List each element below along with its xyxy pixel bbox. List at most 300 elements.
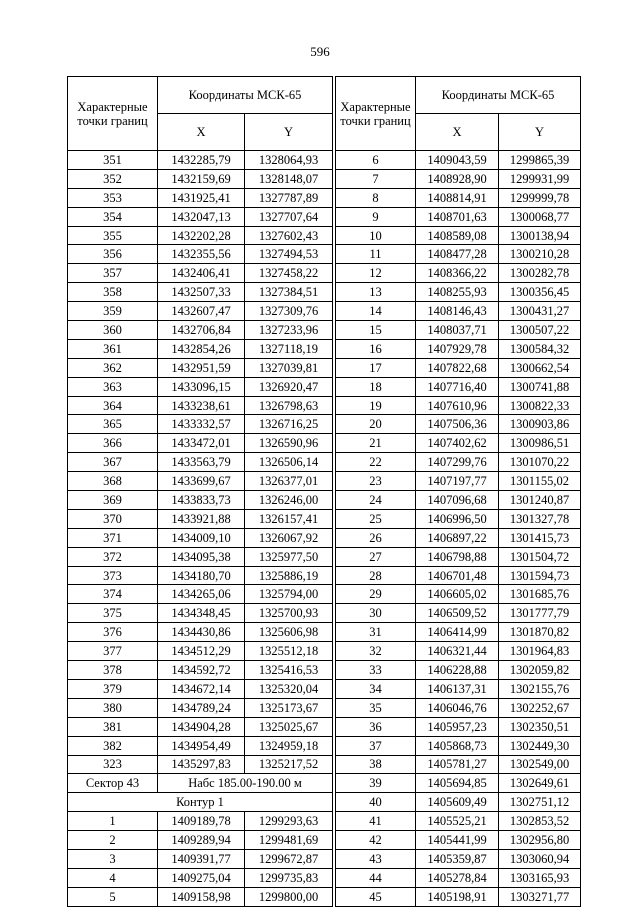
table-row <box>68 264 333 283</box>
point-number-cell: 360 <box>68 321 158 340</box>
table-row <box>68 868 333 887</box>
point-number-cell: 19 <box>336 396 416 415</box>
y-coordinate-cell: 1327458,22 <box>245 264 333 283</box>
x-coordinate-cell: 1433699,67 <box>158 472 245 491</box>
y-coordinate-cell: 1327602,43 <box>245 226 333 245</box>
y-coordinate-cell: 1326377,01 <box>245 472 333 491</box>
table-row <box>336 415 581 434</box>
x-coordinate-cell: 1435297,83 <box>158 755 245 774</box>
x-coordinate-cell: 1407299,76 <box>416 453 499 472</box>
table-row <box>68 585 333 604</box>
table-row <box>68 358 333 377</box>
point-number-cell: 20 <box>336 415 416 434</box>
x-coordinate-cell: 1434095,38 <box>158 547 245 566</box>
x-coordinate-cell: 1405868,73 <box>416 736 499 755</box>
y-coordinate-cell: 1302449,30 <box>499 736 581 755</box>
header-y: Y <box>499 114 581 151</box>
point-number-cell: 36 <box>336 717 416 736</box>
table-row <box>336 774 581 793</box>
header-points: Характерные точки границ <box>68 77 158 151</box>
y-coordinate-cell: 1299800,00 <box>245 887 333 906</box>
x-coordinate-cell: 1405198,91 <box>416 887 499 906</box>
x-coordinate-cell: 1434348,45 <box>158 604 245 623</box>
y-coordinate-cell: 1301594,73 <box>499 566 581 585</box>
x-coordinate-cell: 1405278,84 <box>416 868 499 887</box>
x-coordinate-cell: 1432854,26 <box>158 339 245 358</box>
y-coordinate-cell: 1300584,32 <box>499 339 581 358</box>
x-coordinate-cell: 1405694,85 <box>416 774 499 793</box>
point-number-cell: 377 <box>68 642 158 661</box>
x-coordinate-cell: 1434512,29 <box>158 642 245 661</box>
table-row <box>336 377 581 396</box>
x-coordinate-cell: 1409043,59 <box>416 151 499 170</box>
table-row <box>336 283 581 302</box>
x-coordinate-cell: 1409275,04 <box>158 868 245 887</box>
table-row <box>68 698 333 717</box>
table-row <box>336 339 581 358</box>
x-coordinate-cell: 1407402,62 <box>416 434 499 453</box>
sector-label-cell: Сектор 43 <box>68 774 158 793</box>
x-coordinate-cell: 1408701,63 <box>416 207 499 226</box>
point-number-cell: 23 <box>336 472 416 491</box>
y-coordinate-cell: 1302155,76 <box>499 679 581 698</box>
x-coordinate-cell: 1433833,73 <box>158 491 245 510</box>
point-number-cell: 361 <box>68 339 158 358</box>
sector-row <box>68 774 333 793</box>
table-row <box>336 491 581 510</box>
y-coordinate-cell: 1300210,28 <box>499 245 581 264</box>
point-number-cell: 358 <box>68 283 158 302</box>
y-coordinate-cell: 1300282,78 <box>499 264 581 283</box>
left-coordinates-table <box>67 76 333 907</box>
point-number-cell: 359 <box>68 302 158 321</box>
y-coordinate-cell: 1326716,25 <box>245 415 333 434</box>
table-row <box>68 509 333 528</box>
x-coordinate-cell: 1407096,68 <box>416 491 499 510</box>
y-coordinate-cell: 1301240,87 <box>499 491 581 510</box>
x-coordinate-cell: 1408366,22 <box>416 264 499 283</box>
table-row <box>336 868 581 887</box>
y-coordinate-cell: 1299931,99 <box>499 169 581 188</box>
header-coords: Координаты МСК-65 <box>416 77 581 114</box>
y-coordinate-cell: 1300507,22 <box>499 321 581 340</box>
y-coordinate-cell: 1325512,18 <box>245 642 333 661</box>
point-number-cell: 44 <box>336 868 416 887</box>
x-coordinate-cell: 1406046,76 <box>416 698 499 717</box>
x-coordinate-cell: 1406996,50 <box>416 509 499 528</box>
point-number-cell: 357 <box>68 264 158 283</box>
y-coordinate-cell: 1301327,78 <box>499 509 581 528</box>
point-number-cell: 381 <box>68 717 158 736</box>
point-number-cell: 12 <box>336 264 416 283</box>
table-row <box>68 339 333 358</box>
point-number-cell: 368 <box>68 472 158 491</box>
y-coordinate-cell: 1301155,02 <box>499 472 581 491</box>
table-row <box>68 245 333 264</box>
point-number-cell: 16 <box>336 339 416 358</box>
y-coordinate-cell: 1324959,18 <box>245 736 333 755</box>
right-coordinates-table <box>335 76 581 907</box>
y-coordinate-cell: 1325320,04 <box>245 679 333 698</box>
point-number-cell: 29 <box>336 585 416 604</box>
y-coordinate-cell: 1303060,94 <box>499 849 581 868</box>
point-number-cell: 39 <box>336 774 416 793</box>
point-number-cell: 8 <box>336 188 416 207</box>
table-row <box>68 302 333 321</box>
table-row <box>336 604 581 623</box>
point-number-cell: 352 <box>68 169 158 188</box>
y-coordinate-cell: 1302350,51 <box>499 717 581 736</box>
table-row <box>336 226 581 245</box>
y-coordinate-cell: 1300662,54 <box>499 358 581 377</box>
point-number-cell: 353 <box>68 188 158 207</box>
x-coordinate-cell: 1405609,49 <box>416 793 499 812</box>
y-coordinate-cell: 1327233,96 <box>245 321 333 340</box>
y-coordinate-cell: 1326798,63 <box>245 396 333 415</box>
x-coordinate-cell: 1432202,28 <box>158 226 245 245</box>
point-number-cell: 17 <box>336 358 416 377</box>
x-coordinate-cell: 1407929,78 <box>416 339 499 358</box>
point-number-cell: 11 <box>336 245 416 264</box>
point-number-cell: 43 <box>336 849 416 868</box>
x-coordinate-cell: 1408477,28 <box>416 245 499 264</box>
y-coordinate-cell: 1302059,82 <box>499 661 581 680</box>
point-number-cell: 362 <box>68 358 158 377</box>
point-number-cell: 14 <box>336 302 416 321</box>
table-row <box>68 642 333 661</box>
table-row <box>336 264 581 283</box>
point-number-cell: 2 <box>68 831 158 850</box>
y-coordinate-cell: 1299672,87 <box>245 849 333 868</box>
y-coordinate-cell: 1300138,94 <box>499 226 581 245</box>
y-coordinate-cell: 1301777,79 <box>499 604 581 623</box>
y-coordinate-cell: 1325700,93 <box>245 604 333 623</box>
table-row <box>68 434 333 453</box>
x-coordinate-cell: 1409158,98 <box>158 887 245 906</box>
point-number-cell: 33 <box>336 661 416 680</box>
table-row <box>336 188 581 207</box>
point-number-cell: 30 <box>336 604 416 623</box>
table-row <box>336 831 581 850</box>
y-coordinate-cell: 1327118,19 <box>245 339 333 358</box>
table-row <box>68 207 333 226</box>
x-coordinate-cell: 1408255,93 <box>416 283 499 302</box>
y-coordinate-cell: 1325606,98 <box>245 623 333 642</box>
x-coordinate-cell: 1408928,90 <box>416 169 499 188</box>
table-row <box>336 321 581 340</box>
point-number-cell: 31 <box>336 623 416 642</box>
point-number-cell: 22 <box>336 453 416 472</box>
x-coordinate-cell: 1434180,70 <box>158 566 245 585</box>
y-coordinate-cell: 1326067,92 <box>245 528 333 547</box>
table-row <box>336 396 581 415</box>
point-number-cell: 356 <box>68 245 158 264</box>
table-row <box>336 736 581 755</box>
point-number-cell: 371 <box>68 528 158 547</box>
point-number-cell: 367 <box>68 453 158 472</box>
point-number-cell: 363 <box>68 377 158 396</box>
y-coordinate-cell: 1300741,88 <box>499 377 581 396</box>
point-number-cell: 373 <box>68 566 158 585</box>
y-coordinate-cell: 1325886,19 <box>245 566 333 585</box>
y-coordinate-cell: 1327039,81 <box>245 358 333 377</box>
table-row <box>68 472 333 491</box>
x-coordinate-cell: 1406228,88 <box>416 661 499 680</box>
y-coordinate-cell: 1325025,67 <box>245 717 333 736</box>
point-number-cell: 5 <box>68 887 158 906</box>
point-number-cell: 38 <box>336 755 416 774</box>
table-row <box>68 453 333 472</box>
y-coordinate-cell: 1299865,39 <box>499 151 581 170</box>
y-coordinate-cell: 1301685,76 <box>499 585 581 604</box>
table-row <box>68 623 333 642</box>
x-coordinate-cell: 1406897,22 <box>416 528 499 547</box>
x-coordinate-cell: 1408814,91 <box>416 188 499 207</box>
table-row <box>68 283 333 302</box>
y-coordinate-cell: 1326157,41 <box>245 509 333 528</box>
x-coordinate-cell: 1408037,71 <box>416 321 499 340</box>
point-number-cell: 35 <box>336 698 416 717</box>
table-row <box>336 566 581 585</box>
y-coordinate-cell: 1303165,93 <box>499 868 581 887</box>
table-row <box>68 604 333 623</box>
y-coordinate-cell: 1302549,00 <box>499 755 581 774</box>
y-coordinate-cell: 1325794,00 <box>245 585 333 604</box>
table-row <box>68 547 333 566</box>
point-number-cell: 40 <box>336 793 416 812</box>
point-number-cell: 6 <box>336 151 416 170</box>
point-number-cell: 24 <box>336 491 416 510</box>
point-number-cell: 9 <box>336 207 416 226</box>
y-coordinate-cell: 1300986,51 <box>499 434 581 453</box>
table-row <box>336 169 581 188</box>
point-number-cell: 37 <box>336 736 416 755</box>
x-coordinate-cell: 1433563,79 <box>158 453 245 472</box>
point-number-cell: 379 <box>68 679 158 698</box>
point-number-cell: 378 <box>68 661 158 680</box>
x-coordinate-cell: 1406137,31 <box>416 679 499 698</box>
point-number-cell: 26 <box>336 528 416 547</box>
x-coordinate-cell: 1432159,69 <box>158 169 245 188</box>
point-number-cell: 3 <box>68 849 158 868</box>
y-coordinate-cell: 1327787,89 <box>245 188 333 207</box>
point-number-cell: 370 <box>68 509 158 528</box>
y-coordinate-cell: 1326506,14 <box>245 453 333 472</box>
sector-value-cell: Набс 185.00-190.00 м <box>158 774 333 793</box>
page-number: 596 <box>310 44 330 59</box>
table-row <box>336 434 581 453</box>
y-coordinate-cell: 1325416,53 <box>245 661 333 680</box>
y-coordinate-cell: 1302956,80 <box>499 831 581 850</box>
table-row <box>68 679 333 698</box>
x-coordinate-cell: 1405957,23 <box>416 717 499 736</box>
table-row <box>336 547 581 566</box>
table-row <box>68 736 333 755</box>
x-coordinate-cell: 1434954,49 <box>158 736 245 755</box>
table-row <box>68 151 333 170</box>
point-number-cell: 355 <box>68 226 158 245</box>
table-row <box>68 226 333 245</box>
point-number-cell: 32 <box>336 642 416 661</box>
table-row <box>68 321 333 340</box>
table-row <box>336 642 581 661</box>
y-coordinate-cell: 1299481,69 <box>245 831 333 850</box>
x-coordinate-cell: 1434789,24 <box>158 698 245 717</box>
x-coordinate-cell: 1434009,10 <box>158 528 245 547</box>
x-coordinate-cell: 1434265,06 <box>158 585 245 604</box>
header-coords: Координаты МСК-65 <box>158 77 333 114</box>
point-number-cell: 28 <box>336 566 416 585</box>
x-coordinate-cell: 1405359,87 <box>416 849 499 868</box>
x-coordinate-cell: 1434904,28 <box>158 717 245 736</box>
x-coordinate-cell: 1406321,44 <box>416 642 499 661</box>
y-coordinate-cell: 1327494,53 <box>245 245 333 264</box>
table-row <box>336 623 581 642</box>
point-number-cell: 42 <box>336 831 416 850</box>
point-number-cell: 323 <box>68 755 158 774</box>
y-coordinate-cell: 1300903,86 <box>499 415 581 434</box>
point-number-cell: 13 <box>336 283 416 302</box>
x-coordinate-cell: 1407197,77 <box>416 472 499 491</box>
point-number-cell: 7 <box>336 169 416 188</box>
point-number-cell: 366 <box>68 434 158 453</box>
table-row <box>336 679 581 698</box>
table-row <box>336 245 581 264</box>
table-row <box>68 566 333 585</box>
x-coordinate-cell: 1434672,14 <box>158 679 245 698</box>
x-coordinate-cell: 1406605,02 <box>416 585 499 604</box>
table-row <box>68 849 333 868</box>
point-number-cell: 27 <box>336 547 416 566</box>
y-coordinate-cell: 1327384,51 <box>245 283 333 302</box>
x-coordinate-cell: 1407506,36 <box>416 415 499 434</box>
point-number-cell: 41 <box>336 812 416 831</box>
table-row <box>336 358 581 377</box>
x-coordinate-cell: 1434430,86 <box>158 623 245 642</box>
x-coordinate-cell: 1432355,56 <box>158 245 245 264</box>
y-coordinate-cell: 1325977,50 <box>245 547 333 566</box>
point-number-cell: 382 <box>68 736 158 755</box>
table-row <box>336 151 581 170</box>
y-coordinate-cell: 1326246,00 <box>245 491 333 510</box>
point-number-cell: 15 <box>336 321 416 340</box>
y-coordinate-cell: 1303271,77 <box>499 887 581 906</box>
table-row <box>336 755 581 774</box>
table-row <box>68 169 333 188</box>
point-number-cell: 18 <box>336 377 416 396</box>
table-row <box>336 698 581 717</box>
table-row <box>336 528 581 547</box>
y-coordinate-cell: 1325217,52 <box>245 755 333 774</box>
contour-label-cell: Контур 1 <box>68 793 333 812</box>
table-row <box>68 661 333 680</box>
x-coordinate-cell: 1406509,52 <box>416 604 499 623</box>
x-coordinate-cell: 1407716,40 <box>416 377 499 396</box>
x-coordinate-cell: 1431925,41 <box>158 188 245 207</box>
x-coordinate-cell: 1434592,72 <box>158 661 245 680</box>
x-coordinate-cell: 1409289,94 <box>158 831 245 850</box>
y-coordinate-cell: 1300356,45 <box>499 283 581 302</box>
x-coordinate-cell: 1408146,43 <box>416 302 499 321</box>
x-coordinate-cell: 1432047,13 <box>158 207 245 226</box>
x-coordinate-cell: 1432406,41 <box>158 264 245 283</box>
y-coordinate-cell: 1299735,83 <box>245 868 333 887</box>
header-x: X <box>158 114 245 151</box>
x-coordinate-cell: 1433096,15 <box>158 377 245 396</box>
x-coordinate-cell: 1407822,68 <box>416 358 499 377</box>
table-row <box>68 528 333 547</box>
header-x: X <box>416 114 499 151</box>
y-coordinate-cell: 1301415,73 <box>499 528 581 547</box>
point-number-cell: 34 <box>336 679 416 698</box>
header-points: Характерные точки границ <box>336 77 416 151</box>
y-coordinate-cell: 1299999,78 <box>499 188 581 207</box>
x-coordinate-cell: 1407610,96 <box>416 396 499 415</box>
x-coordinate-cell: 1405525,21 <box>416 812 499 831</box>
y-coordinate-cell: 1328148,07 <box>245 169 333 188</box>
x-coordinate-cell: 1405781,27 <box>416 755 499 774</box>
y-coordinate-cell: 1327309,76 <box>245 302 333 321</box>
table-row <box>336 472 581 491</box>
right-table-body <box>336 151 581 907</box>
y-coordinate-cell: 1328064,93 <box>245 151 333 170</box>
y-coordinate-cell: 1326920,47 <box>245 377 333 396</box>
point-number-cell: 4 <box>68 868 158 887</box>
y-coordinate-cell: 1302252,67 <box>499 698 581 717</box>
x-coordinate-cell: 1433332,57 <box>158 415 245 434</box>
y-coordinate-cell: 1301870,82 <box>499 623 581 642</box>
y-coordinate-cell: 1326590,96 <box>245 434 333 453</box>
y-coordinate-cell: 1301964,83 <box>499 642 581 661</box>
table-row <box>336 509 581 528</box>
x-coordinate-cell: 1432951,59 <box>158 358 245 377</box>
header-y: Y <box>245 114 333 151</box>
x-coordinate-cell: 1432706,84 <box>158 321 245 340</box>
point-number-cell: 369 <box>68 491 158 510</box>
table-row <box>68 377 333 396</box>
table-row <box>68 831 333 850</box>
x-coordinate-cell: 1409391,77 <box>158 849 245 868</box>
table-row <box>68 188 333 207</box>
x-coordinate-cell: 1433921,88 <box>158 509 245 528</box>
table-row <box>336 661 581 680</box>
table-row <box>336 302 581 321</box>
contour-row <box>68 793 333 812</box>
y-coordinate-cell: 1325173,67 <box>245 698 333 717</box>
table-row <box>68 717 333 736</box>
y-coordinate-cell: 1301070,22 <box>499 453 581 472</box>
table-row <box>68 415 333 434</box>
point-number-cell: 10 <box>336 226 416 245</box>
y-coordinate-cell: 1300068,77 <box>499 207 581 226</box>
x-coordinate-cell: 1406414,99 <box>416 623 499 642</box>
y-coordinate-cell: 1301504,72 <box>499 547 581 566</box>
point-number-cell: 374 <box>68 585 158 604</box>
point-number-cell: 351 <box>68 151 158 170</box>
coordinates-tables <box>67 76 580 904</box>
x-coordinate-cell: 1433238,61 <box>158 396 245 415</box>
y-coordinate-cell: 1302649,61 <box>499 774 581 793</box>
y-coordinate-cell: 1300431,27 <box>499 302 581 321</box>
y-coordinate-cell: 1299293,63 <box>245 812 333 831</box>
point-number-cell: 364 <box>68 396 158 415</box>
table-row <box>336 793 581 812</box>
x-coordinate-cell: 1432607,47 <box>158 302 245 321</box>
y-coordinate-cell: 1302751,12 <box>499 793 581 812</box>
table-row <box>68 396 333 415</box>
point-number-cell: 21 <box>336 434 416 453</box>
point-number-cell: 375 <box>68 604 158 623</box>
